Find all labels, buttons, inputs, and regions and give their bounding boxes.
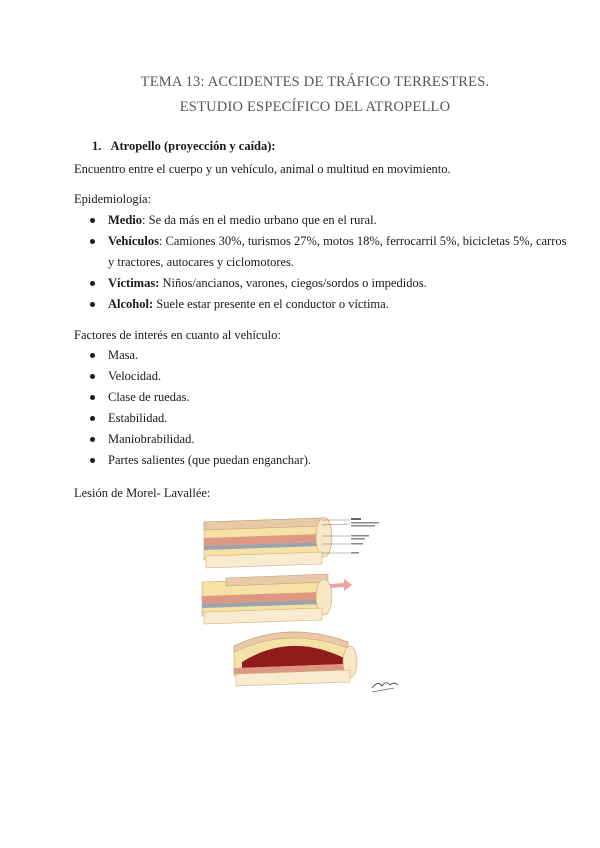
list-item-term: Víctimas: (108, 276, 160, 290)
section-heading (92, 139, 276, 154)
tissue-panel-shear (202, 574, 352, 624)
bullet-dot-icon (90, 395, 95, 400)
list-item-text: Masa. (108, 348, 139, 362)
list-item (74, 429, 568, 450)
page-title-line-1: TEMA 13: ACCIDENTES DE TRÁFICO TERRESTRES. (140, 74, 490, 90)
factors-label: Factores de interés en cuanto al vehículo: (74, 328, 281, 342)
list-item (74, 387, 568, 408)
bullet-dot-icon (90, 458, 95, 463)
definition-paragraph: Encuentro entre el cuerpo y un vehículo, animal o multitud en movimiento. (74, 162, 451, 176)
bullet-dot-icon (90, 218, 95, 223)
bullet-dot-icon (90, 416, 95, 421)
list-item-text: Velocidad. (108, 369, 162, 383)
factors-list (74, 345, 568, 471)
bullet-dot-icon (90, 437, 95, 442)
list-item (74, 210, 568, 231)
list-item (74, 345, 568, 366)
list-item-term: Medio (108, 213, 143, 227)
bullet-dot-icon (90, 374, 95, 379)
list-item-text: Estabilidad. (108, 411, 168, 425)
list-item (74, 408, 568, 429)
list-item-text: Niños/ancianos, varones, ciegos/sordos o impedidos. (159, 276, 427, 290)
list-item (74, 231, 568, 273)
list-item (74, 450, 568, 471)
list-item-text: : Se da más en el medio urbano que en el rural. (142, 213, 377, 227)
list-item-term: Vehículos (108, 234, 159, 248)
bullet-dot-icon (90, 353, 95, 358)
bullet-dot-icon (90, 281, 95, 286)
section-heading-text: Atropello (proyección y caída): (110, 139, 276, 153)
list-item (74, 273, 568, 294)
list-item-text: Suele estar presente en el conductor o víctima. (153, 297, 389, 311)
list-item-term: Alcohol: (108, 297, 154, 311)
morel-lavallee-label: Lesión de Morel- Lavallée: (74, 486, 211, 500)
bullet-dot-icon (90, 239, 95, 244)
page-title-line-2: ESTUDIO ESPECÍFICO DEL ATROPELLO (179, 99, 451, 115)
bullet-dot-icon (90, 302, 95, 307)
epidemiology-list (74, 210, 568, 315)
tissue-panel-hematoma (234, 632, 398, 692)
list-item (74, 366, 568, 387)
epidemiology-label: Epidemiología: (74, 192, 152, 206)
list-item-text: Maniobrabilidad. (108, 432, 195, 446)
list-item-text: Clase de ruedas. (108, 390, 190, 404)
list-item-text: Partes salientes (que puedan enganchar). (108, 453, 312, 467)
section-number: 1. (92, 139, 102, 153)
list-item (74, 294, 568, 315)
morel-lavallee-illustration (198, 512, 410, 702)
tissue-panel-normal (204, 517, 379, 568)
list-item-text: : Camiones 30%, turismos 27%, motos 18%, ferrocarril 5%, bicicletas 5%, carros y tractores, autocares y ciclomotores. (108, 234, 567, 269)
